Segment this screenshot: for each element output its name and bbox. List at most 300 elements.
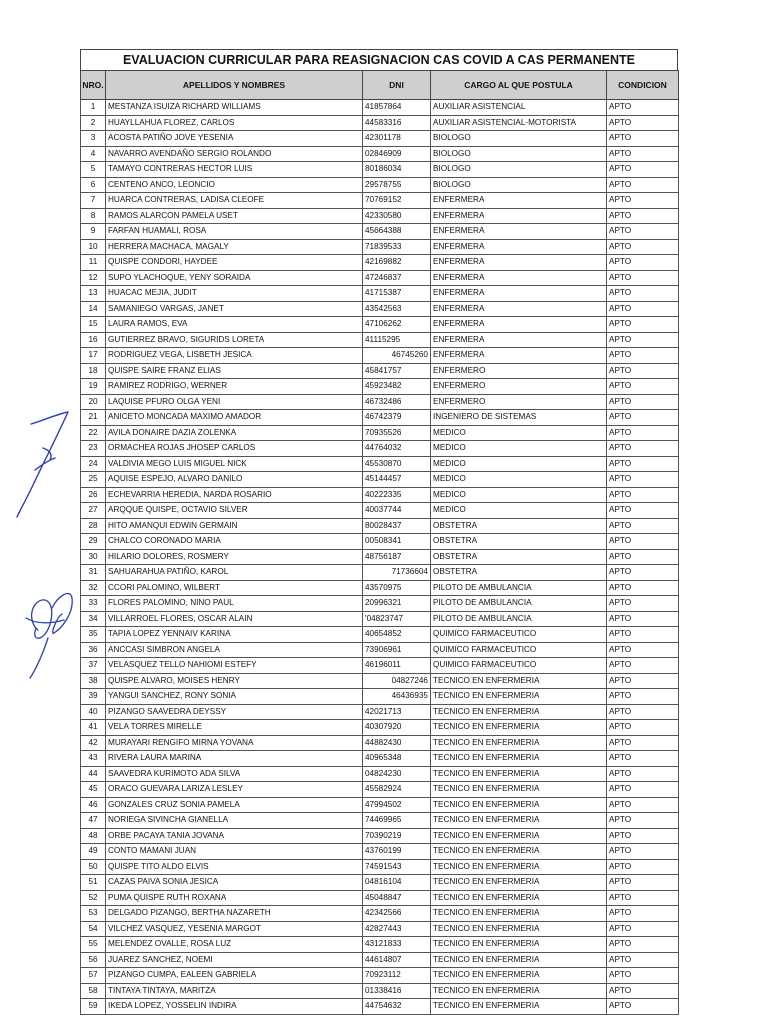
cell-dni: 45582924 [363, 782, 431, 798]
cell-dni: 40307920 [363, 720, 431, 736]
cell-condicion: APTO [607, 751, 679, 767]
cell-dni: 43542563 [363, 301, 431, 317]
cell-name: SAHUARAHUA PATIÑO, KAROL [106, 565, 363, 581]
table-row [81, 937, 679, 953]
cell-dni: 47246837 [363, 270, 431, 286]
cell-cargo: ENFERMERA [431, 301, 607, 317]
table-row [81, 782, 679, 798]
cell-name: LAQUISE PFURO OLGA YENI [106, 394, 363, 410]
cell-nro: 52 [81, 890, 106, 906]
cell-condicion: APTO [607, 611, 679, 627]
cell-dni: 47106262 [363, 317, 431, 333]
cell-name: VILCHEZ VASQUEZ, YESENIA MARGOT [106, 921, 363, 937]
cell-name: TAPIA LOPEZ YENNAIV KARINA [106, 627, 363, 643]
cell-condicion: APTO [607, 704, 679, 720]
table-row [81, 875, 679, 891]
cell-dni: 46732486 [363, 394, 431, 410]
cell-nro: 11 [81, 255, 106, 271]
cell-name: TINTAYA TINTAYA, MARITZA [106, 983, 363, 999]
cell-name: HUAYLLAHUA FLOREZ, CARLOS [106, 115, 363, 131]
cell-cargo: TECNICO EN ENFERMERIA [431, 983, 607, 999]
cell-nro: 43 [81, 751, 106, 767]
cell-name: RIVERA LAURA MARINA [106, 751, 363, 767]
cell-nro: 5 [81, 162, 106, 178]
cell-nro: 53 [81, 906, 106, 922]
cell-condicion: APTO [607, 239, 679, 255]
cell-condicion: APTO [607, 813, 679, 829]
cell-name: SAAVEDRA KURIMOTO ADA SILVA [106, 766, 363, 782]
table-row [81, 735, 679, 751]
cell-cargo: TECNICO EN ENFERMERIA [431, 813, 607, 829]
cell-condicion: APTO [607, 890, 679, 906]
cell-condicion: APTO [607, 472, 679, 488]
cell-name: GONZALES CRUZ SONIA PAMELA [106, 797, 363, 813]
cell-cargo: OBSTETRA [431, 518, 607, 534]
cell-name: PIZANGO CUMPA, EALEEN GABRIELA [106, 968, 363, 984]
table-row [81, 100, 679, 116]
cell-nro: 32 [81, 580, 106, 596]
table-row [81, 518, 679, 534]
cell-nro: 23 [81, 441, 106, 457]
cell-condicion: APTO [607, 503, 679, 519]
cell-name: GUTIERREZ BRAVO, SIGURIDS LORETA [106, 332, 363, 348]
cell-condicion: APTO [607, 131, 679, 147]
cell-condicion: APTO [607, 441, 679, 457]
table-row [81, 162, 679, 178]
cell-condicion: APTO [607, 162, 679, 178]
cell-nro: 10 [81, 239, 106, 255]
applicants-table [80, 70, 679, 1015]
cell-condicion: APTO [607, 735, 679, 751]
cell-cargo: ENFERMERO [431, 379, 607, 395]
cell-condicion: APTO [607, 317, 679, 333]
table-row [81, 131, 679, 147]
cell-name: ORBE PACAYA TANIA JOVANA [106, 828, 363, 844]
cell-dni: 46742379 [363, 410, 431, 426]
cell-cargo: ENFERMERA [431, 193, 607, 209]
cell-nro: 18 [81, 363, 106, 379]
cell-name: JUAREZ SANCHEZ, NOEMI [106, 952, 363, 968]
cell-name: PIZANGO SAAVEDRA DEYSSY [106, 704, 363, 720]
table-row [81, 410, 679, 426]
cell-nro: 19 [81, 379, 106, 395]
cell-dni: 45144457 [363, 472, 431, 488]
cell-cargo: TECNICO EN ENFERMERIA [431, 720, 607, 736]
cell-dni: 48756187 [363, 549, 431, 565]
cell-dni: 00508341 [363, 534, 431, 550]
cell-cargo: ENFERMERA [431, 286, 607, 302]
table-row [81, 565, 679, 581]
cell-condicion: APTO [607, 301, 679, 317]
cell-condicion: APTO [607, 673, 679, 689]
cell-cargo: INGENIERO DE SISTEMAS [431, 410, 607, 426]
cell-nro: 45 [81, 782, 106, 798]
table-row [81, 456, 679, 472]
cell-name: SUPO YLACHOQUE, YENY SORAIDA [106, 270, 363, 286]
cell-dni: 42021713 [363, 704, 431, 720]
table-row [81, 255, 679, 271]
cell-dni: 42169882 [363, 255, 431, 271]
cell-name: VALDIVIA MEGO LUIS MIGUEL NICK [106, 456, 363, 472]
cell-cargo: BIOLOGO [431, 131, 607, 147]
cell-condicion: APTO [607, 146, 679, 162]
cell-cargo: PILOTO DE AMBULANCIA [431, 611, 607, 627]
cell-dni: 74591543 [363, 859, 431, 875]
table-row [81, 503, 679, 519]
cell-condicion: APTO [607, 596, 679, 612]
cell-name: VELASQUEZ TELLO NAHIOMI ESTEFY [106, 658, 363, 674]
cell-name: VELA TORRES MIRELLE [106, 720, 363, 736]
table-row [81, 828, 679, 844]
table-row [81, 472, 679, 488]
cell-nro: 21 [81, 410, 106, 426]
cell-nro: 8 [81, 208, 106, 224]
cell-dni: 42301178 [363, 131, 431, 147]
table-row [81, 193, 679, 209]
table-row [81, 224, 679, 240]
cell-nro: 2 [81, 115, 106, 131]
cell-condicion: APTO [607, 224, 679, 240]
cell-name: MESTANZA ISUIZA RICHARD WILLIAMS [106, 100, 363, 116]
cell-condicion: APTO [607, 844, 679, 860]
table-row [81, 239, 679, 255]
cell-nro: 55 [81, 937, 106, 953]
cell-name: AQUISE ESPEJO, ALVARO DANILO [106, 472, 363, 488]
cell-cargo: TECNICO EN ENFERMERIA [431, 921, 607, 937]
cell-nro: 38 [81, 673, 106, 689]
cell-dni: 44764032 [363, 441, 431, 457]
cell-nro: 13 [81, 286, 106, 302]
cell-dni: 70390219 [363, 828, 431, 844]
cell-dni: 40965348 [363, 751, 431, 767]
cell-name: ANICETO MONCADA MAXIMO AMADOR [106, 410, 363, 426]
cell-condicion: APTO [607, 425, 679, 441]
cell-cargo: ENFERMERA [431, 332, 607, 348]
cell-cargo: ENFERMERA [431, 224, 607, 240]
cell-dni: 70935526 [363, 425, 431, 441]
cell-cargo: ENFERMERA [431, 270, 607, 286]
table-row [81, 332, 679, 348]
cell-name: CONTO MAMANI JUAN [106, 844, 363, 860]
cell-nro: 12 [81, 270, 106, 286]
cell-cargo: MEDICO [431, 472, 607, 488]
cell-name: CHALCO CORONADO MARIA [106, 534, 363, 550]
table-row [81, 611, 679, 627]
cell-condicion: APTO [607, 363, 679, 379]
cell-dni: 70769152 [363, 193, 431, 209]
cell-condicion: APTO [607, 642, 679, 658]
cell-name: FARFAN HUAMALI, ROSA [106, 224, 363, 240]
cell-nro: 49 [81, 844, 106, 860]
cell-cargo: OBSTETRA [431, 549, 607, 565]
cell-name: QUISPE SAIRE FRANZ ELIAS [106, 363, 363, 379]
cell-cargo: QUIMICO FARMACEUTICO [431, 627, 607, 643]
cell-name: AVILA DONAIRE DAZIA ZOLENKA [106, 425, 363, 441]
cell-cargo: TECNICO EN ENFERMERIA [431, 937, 607, 953]
table-row [81, 379, 679, 395]
cell-condicion: APTO [607, 286, 679, 302]
cell-cargo: BIOLOGO [431, 177, 607, 193]
cell-cargo: TECNICO EN ENFERMERIA [431, 782, 607, 798]
cell-dni: 45530870 [363, 456, 431, 472]
cell-cargo: ENFERMERO [431, 363, 607, 379]
cell-name: LAURA RAMOS, EVA [106, 317, 363, 333]
cell-name: TAMAYO CONTRERAS HECTOR LUIS [106, 162, 363, 178]
cell-nro: 31 [81, 565, 106, 581]
table-row [81, 146, 679, 162]
cell-name: ORACO GUEVARA LARIZA LESLEY [106, 782, 363, 798]
cell-nro: 6 [81, 177, 106, 193]
cell-dni: 47994502 [363, 797, 431, 813]
cell-condicion: APTO [607, 348, 679, 364]
cell-nro: 57 [81, 968, 106, 984]
cell-nro: 39 [81, 689, 106, 705]
cell-cargo: TECNICO EN ENFERMERIA [431, 766, 607, 782]
cell-name: NAVARRO AVENDAÑO SERGIO ROLANDO [106, 146, 363, 162]
cell-dni: 41115295 [363, 332, 431, 348]
cell-cargo: TECNICO EN ENFERMERIA [431, 735, 607, 751]
cell-dni: 42827443 [363, 921, 431, 937]
cell-nro: 24 [81, 456, 106, 472]
cell-condicion: APTO [607, 193, 679, 209]
cell-dni: 70923112 [363, 968, 431, 984]
cell-nro: 42 [81, 735, 106, 751]
cell-dni: 44614807 [363, 952, 431, 968]
cell-cargo: BIOLOGO [431, 162, 607, 178]
cell-name: FLORES PALOMINO, NINO PAUL [106, 596, 363, 612]
cell-cargo: TECNICO EN ENFERMERIA [431, 999, 607, 1015]
cell-condicion: APTO [607, 115, 679, 131]
cell-condicion: APTO [607, 859, 679, 875]
handwritten-signature-initial [5, 400, 85, 520]
cell-condicion: APTO [607, 208, 679, 224]
cell-dni: 44882430 [363, 735, 431, 751]
cell-nro: 25 [81, 472, 106, 488]
cell-dni: 74469965 [363, 813, 431, 829]
table-row [81, 689, 679, 705]
cell-dni: 45841757 [363, 363, 431, 379]
cell-cargo: TECNICO EN ENFERMERIA [431, 890, 607, 906]
cell-name: CAZAS PAIVA SONIA JESICA [106, 875, 363, 891]
document-title: EVALUACION CURRICULAR PARA REASIGNACION CAS COVID A CAS PERMANENTE [80, 49, 678, 70]
cell-nro: 59 [81, 999, 106, 1015]
header-nro: NRO. [81, 71, 106, 100]
cell-dni: 40654852 [363, 627, 431, 643]
cell-dni: 45923482 [363, 379, 431, 395]
cell-condicion: APTO [607, 766, 679, 782]
cell-dni: 71839533 [363, 239, 431, 255]
cell-dni: 43760199 [363, 844, 431, 860]
table-row [81, 270, 679, 286]
cell-dni: 73906961 [363, 642, 431, 658]
header-condicion: CONDICION [607, 71, 679, 100]
cell-nro: 14 [81, 301, 106, 317]
cell-name: ANCCASI SIMBRON ANGELA [106, 642, 363, 658]
cell-nro: 47 [81, 813, 106, 829]
cell-condicion: APTO [607, 952, 679, 968]
cell-cargo: AUXILIAR ASISTENCIAL [431, 100, 607, 116]
header-apellidos-nombres: APELLIDOS Y NOMBRES [106, 71, 363, 100]
cell-cargo: TECNICO EN ENFERMERIA [431, 968, 607, 984]
table-row [81, 363, 679, 379]
cell-name: RAMOS ALARCON PAMELA USET [106, 208, 363, 224]
cell-cargo: PILOTO DE AMBULANCIA [431, 580, 607, 596]
table-row [81, 968, 679, 984]
cell-name: SAMANIEGO VARGAS, JANET [106, 301, 363, 317]
cell-name: RODRIGUEZ VEGA, LISBETH JESICA [106, 348, 363, 364]
cell-name: VILLARROEL FLORES, OSCAR ALAIN [106, 611, 363, 627]
cell-nro: 30 [81, 549, 106, 565]
cell-nro: 40 [81, 704, 106, 720]
cell-dni: 40037744 [363, 503, 431, 519]
cell-condicion: APTO [607, 999, 679, 1015]
cell-dni: 42342566 [363, 906, 431, 922]
cell-nro: 20 [81, 394, 106, 410]
cell-condicion: APTO [607, 100, 679, 116]
cell-name: CENTENO ANCO, LEONCIO [106, 177, 363, 193]
cell-condicion: APTO [607, 968, 679, 984]
cell-nro: 26 [81, 487, 106, 503]
cell-condicion: APTO [607, 410, 679, 426]
cell-condicion: APTO [607, 549, 679, 565]
cell-cargo: MEDICO [431, 441, 607, 457]
cell-dni: 71736604 [363, 565, 431, 581]
cell-cargo: TECNICO EN ENFERMERIA [431, 859, 607, 875]
table-header-row [81, 71, 679, 100]
cell-condicion: APTO [607, 782, 679, 798]
cell-name: HILARIO DOLORES, ROSMERY [106, 549, 363, 565]
table-row [81, 766, 679, 782]
cell-name: HUARCA CONTRERAS, LADISA CLEOFE [106, 193, 363, 209]
cell-nro: 35 [81, 627, 106, 643]
table-row [81, 658, 679, 674]
handwritten-signature-rubric [10, 578, 80, 688]
header-dni: DNI [363, 71, 431, 100]
cell-dni: 01338416 [363, 983, 431, 999]
cell-condicion: APTO [607, 689, 679, 705]
cell-cargo: TECNICO EN ENFERMERIA [431, 673, 607, 689]
cell-condicion: APTO [607, 906, 679, 922]
cell-nro: 29 [81, 534, 106, 550]
cell-cargo: TECNICO EN ENFERMERIA [431, 797, 607, 813]
header-cargo: CARGO AL QUE POSTULA [431, 71, 607, 100]
cell-condicion: APTO [607, 270, 679, 286]
cell-name: PUMA QUISPE RUTH ROXANA [106, 890, 363, 906]
cell-name: ECHEVARRIA HEREDIA, NARDA ROSARIO [106, 487, 363, 503]
cell-cargo: ENFERMERA [431, 239, 607, 255]
cell-condicion: APTO [607, 658, 679, 674]
cell-cargo: MEDICO [431, 503, 607, 519]
cell-nro: 28 [81, 518, 106, 534]
cell-cargo: ENFERMERA [431, 208, 607, 224]
cell-nro: 50 [81, 859, 106, 875]
cell-dni: 20996321 [363, 596, 431, 612]
cell-nro: 37 [81, 658, 106, 674]
cell-dni: 04827246 [363, 673, 431, 689]
cell-dni: 41857864 [363, 100, 431, 116]
cell-nro: 48 [81, 828, 106, 844]
cell-dni: 41715387 [363, 286, 431, 302]
cell-name: IKEDA LOPEZ, YOSSELIN INDIRA [106, 999, 363, 1015]
cell-dni: 43121833 [363, 937, 431, 953]
cell-name: ORMACHEA ROJAS JHOSEP CARLOS [106, 441, 363, 457]
cell-name: HERRERA MACHACA, MAGALY [106, 239, 363, 255]
cell-dni: 04824230 [363, 766, 431, 782]
cell-dni: 80186034 [363, 162, 431, 178]
cell-nro: 15 [81, 317, 106, 333]
cell-condicion: APTO [607, 627, 679, 643]
cell-nro: 34 [81, 611, 106, 627]
cell-cargo: TECNICO EN ENFERMERIA [431, 875, 607, 891]
cell-nro: 27 [81, 503, 106, 519]
table-row [81, 642, 679, 658]
table-row [81, 177, 679, 193]
cell-condicion: APTO [607, 828, 679, 844]
cell-name: QUISPE TITO ALDO ELVIS [106, 859, 363, 875]
cell-nro: 3 [81, 131, 106, 147]
table-row [81, 425, 679, 441]
table-row [81, 673, 679, 689]
cell-nro: 1 [81, 100, 106, 116]
cell-condicion: APTO [607, 565, 679, 581]
table-row [81, 580, 679, 596]
table-row [81, 906, 679, 922]
cell-name: QUISPE CONDORI, HAYDEE [106, 255, 363, 271]
cell-nro: 17 [81, 348, 106, 364]
cell-cargo: TECNICO EN ENFERMERIA [431, 751, 607, 767]
cell-dni: 45048847 [363, 890, 431, 906]
cell-cargo: QUIMICO FARMACEUTICO [431, 658, 607, 674]
table-row [81, 999, 679, 1015]
cell-dni: '04823747 [363, 611, 431, 627]
cell-condicion: APTO [607, 332, 679, 348]
table-row [81, 720, 679, 736]
cell-nro: 4 [81, 146, 106, 162]
cell-cargo: MEDICO [431, 487, 607, 503]
table-row [81, 596, 679, 612]
cell-cargo: TECNICO EN ENFERMERIA [431, 952, 607, 968]
table-row [81, 627, 679, 643]
table-row [81, 844, 679, 860]
cell-nro: 56 [81, 952, 106, 968]
cell-cargo: MEDICO [431, 456, 607, 472]
cell-dni: 46436935 [363, 689, 431, 705]
cell-nro: 22 [81, 425, 106, 441]
cell-condicion: APTO [607, 255, 679, 271]
cell-cargo: TECNICO EN ENFERMERIA [431, 828, 607, 844]
cell-condicion: APTO [607, 394, 679, 410]
document-sheet [80, 49, 678, 1015]
table-row [81, 208, 679, 224]
cell-cargo: OBSTETRA [431, 565, 607, 581]
table-row [81, 487, 679, 503]
cell-dni: 43570975 [363, 580, 431, 596]
cell-name: MURAYARI RENGIFO MIRNA YOVANA [106, 735, 363, 751]
cell-nro: 51 [81, 875, 106, 891]
cell-dni: 04816104 [363, 875, 431, 891]
cell-dni: 46745260 [363, 348, 431, 364]
table-row [81, 890, 679, 906]
cell-dni: 29578755 [363, 177, 431, 193]
cell-cargo: AUXILIAR ASISTENCIAL-MOTORISTA [431, 115, 607, 131]
cell-condicion: APTO [607, 921, 679, 937]
cell-condicion: APTO [607, 983, 679, 999]
cell-condicion: APTO [607, 797, 679, 813]
cell-condicion: APTO [607, 937, 679, 953]
cell-cargo: ENFERMERA [431, 255, 607, 271]
cell-cargo: ENFERMERO [431, 394, 607, 410]
cell-dni: 42330580 [363, 208, 431, 224]
